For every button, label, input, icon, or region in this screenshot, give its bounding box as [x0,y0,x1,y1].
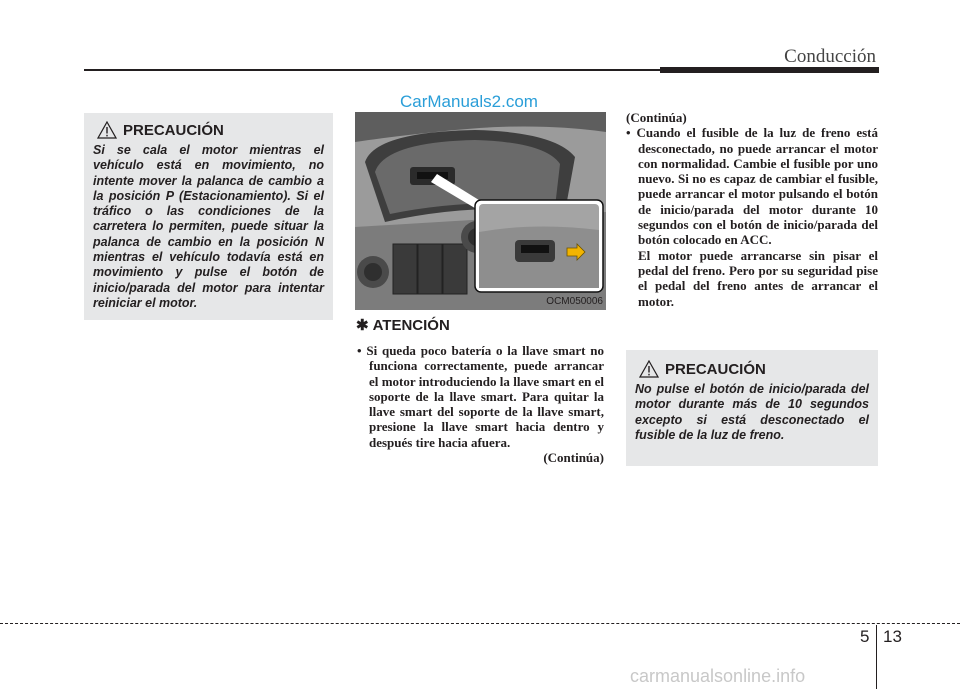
watermark-top: CarManuals2.com [400,92,538,111]
attention-bullet: • Si queda poco batería o la llave smart no funciona correctamente, puede arrancar el motor introduciendo la llave smart en el soporte de la llave smart. Para quitar la llave smart del soporte de la llave smart, presione la llave smart hacia dentro y después tire hacia afuera. [357,343,604,450]
attention-header [356,316,450,334]
attention-continues: (Continúa) [543,450,604,466]
figure-start-button-holder [355,112,606,310]
warning-icon [639,360,659,378]
caution-title-right: PRECAUCIÓN [665,360,766,378]
footer-separator [876,625,877,689]
continued-label: (Continúa) [626,110,687,125]
fuse-bullet: • Cuando el fusible de la luz de freno está desconectado, no puede arrancar el motor con normalidad. Cambie el fusible por uno nuevo. Si no es capaz de cambiar el fusible, puede arrancar el motor pulsando el botón de inicio/parada del motor durante 10 segundos con el botón de inicio/parada del botón colocado en ACC. [626,125,878,248]
warning-icon [97,121,117,139]
attention-star-icon: ✱ [356,317,369,334]
caution-box-right [626,350,878,466]
fuse-paragraph: El motor puede arrancarse sin pisar el pedal del freno. Pero por su seguridad pise el pedal del freno antes de arrancar el motor. [638,247,878,309]
caution-body-right: No pulse el botón de inicio/parada del motor durante más de 10 segundos excepto si está desconectado el fusible de la luz de freno. [635,382,869,442]
caution-header-left [97,121,324,139]
attention-title: ATENCIÓN [372,316,450,334]
figure-label: OCM050006 [546,296,603,307]
section-title: Conducción [784,46,876,67]
caution-body-left: Si se cala el motor mientras el vehículo está en movimiento, no intente mover la palanca de cambio a la posición P (Estacionamiento). Si el tráfico o las condiciones de la carretera lo permiten, puede situar la palanca de cambio en la posición N mientras el vehículo todavía está en movimiento y pulse el botón de inicio/parada del motor para intentar reiniciar el motor. [93,143,324,310]
chapter-number: 5 [860,627,870,646]
caution-header-right [639,360,869,378]
watermark-bottom: carmanualsonline.info [630,666,806,686]
attention-text [357,343,604,465]
page-number: 13 [883,627,902,646]
header-rule-accent [660,67,879,73]
caution-title-left: PRECAUCIÓN [123,121,224,139]
caution-box-left [84,113,333,320]
figure-illustration [355,112,606,310]
footer-rule [0,623,960,624]
right-column-text [626,110,878,309]
